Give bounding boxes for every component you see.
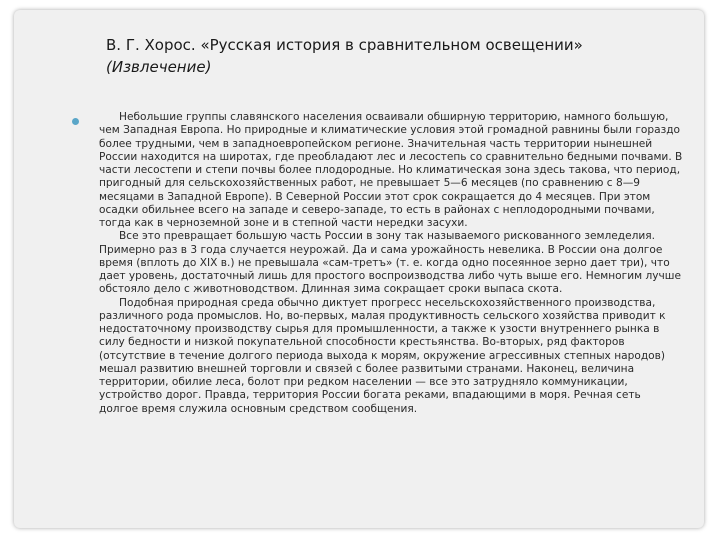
- document-title: В. Г. Хорос. «Русская история в сравнительном освещении»: [106, 36, 583, 54]
- paragraph: Небольшие группы славянского населения осваивали обширную территорию, намного большую, чем Западная Европа. Но природные и климатические условия этой громадной равнины были гораздо более трудными, чем в западноевропейском регионе. Значительная часть территории нынешней России находится на широтах, где преобладают лес и лесостепь со сравнительно бедными почвами. В части лесостепи и степи почвы более плодородные. Но климатическая зона здесь такова, что период, пригодный для сельскохозяйственных работ, не превышает 5—6 месяцев (по сравнению с 8—9 месяцами в Западной Европе). В Северной России этот срок сокращается до 4 месяцев. При этом осадки обильнее всего на западе и северо-западе, то есть в районах с неплодородными почвами, тогда как в черноземной зоне и в степной части нередки засухи.: [99, 111, 683, 229]
- paragraph: Все это превращает большую часть России в зону так называемого рискованного земледелия. Примерно раз в 3 года случается неурожай. Да и сама урожайность невелика. В России она долгое время (вплоть до XIX в.) не превышала «сам-третъ» (т. е. когда одно посеянное зерно дает три), что дает уровень, достаточный лишь для простого воспроизводства либо чуть выше его. Немногим лучше обстояло дело с животноводством. Длинная зима сокращает сроки выпаса скота.: [99, 230, 681, 296]
- body-text: [99, 111, 683, 416]
- document-subtitle: (Извлечение): [106, 58, 212, 76]
- title-block: [106, 34, 666, 78]
- paragraph: Подобная природная среда обычно диктует прогресс несельскохозяйственного производства, различного рода промыслов. Но, во-первых, малая продуктивность сельского хозяйства приводит к недостаточному производству сырья для промышленности, а также к узости внутреннего рынка в силу бедности и низкой покупательной способности крестьянства. Во-вторых, ряд факторов (отсутствие в течение долгого периода выхода к морям, окружение агрессивных степных народов) мешал развитию внешней торговли и связей с более развитыми странами. Наконец, величина территории, обилие леса, болот при редком населении — все это затрудняло коммуникации, устройство дорог. Правда, территория России богата реками, впадающими в моря. Речная сеть долгое время служила основным средством сообщения.: [99, 296, 666, 415]
- bullet-icon: [72, 118, 79, 125]
